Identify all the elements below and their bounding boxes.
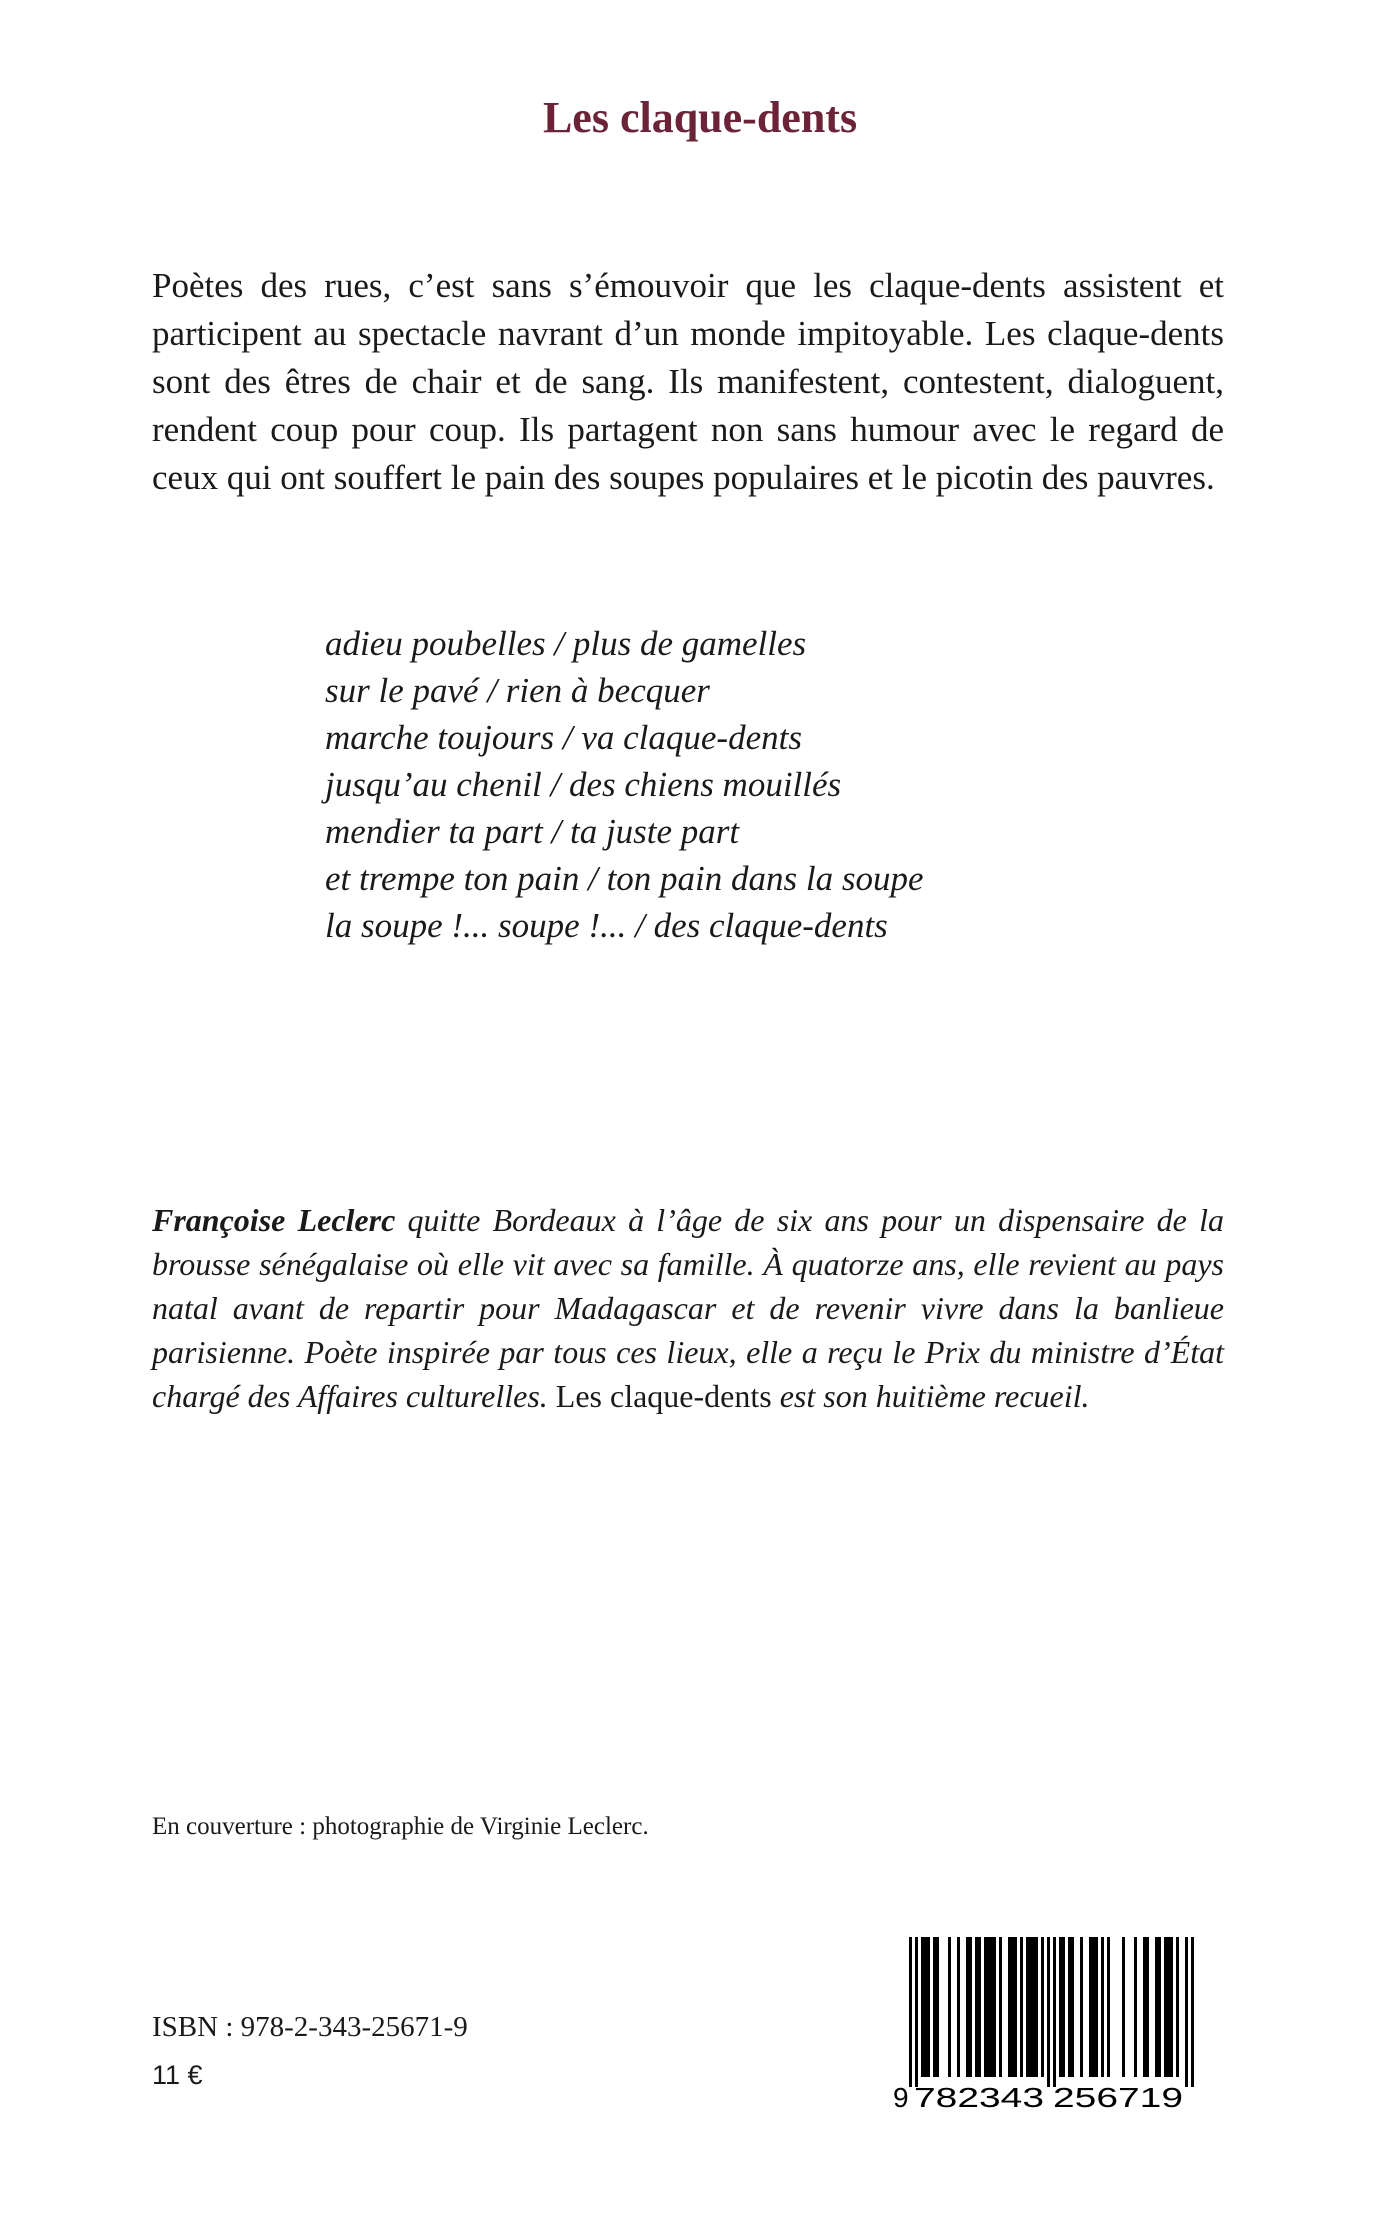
barcode-bar [1176,1937,1179,2077]
barcode-bar [984,1937,987,2077]
barcode-bar [1158,1937,1161,2077]
poem-line: et trempe ton pain / ton pain dans la soupe [325,859,924,898]
barcode-bar [990,1937,993,2077]
barcode-bar [1095,1937,1098,2077]
barcode-guard-bar [1053,1937,1056,2087]
barcode-guard-bar [915,1937,918,2087]
barcode-bar [1155,1937,1158,2077]
barcode-guard-bar [909,1937,912,2087]
cover-credit: En couverture : photographie de Virginie Leclerc. [152,1813,649,1840]
barcode-guard-bar [1185,1937,1188,2087]
barcode-bar [1134,1937,1137,2077]
barcode-bar [1167,1937,1170,2077]
barcode-bar [1008,1937,1011,2077]
poem-line: la soupe !... soupe !... / des claque-dents [325,906,888,945]
author-bio-ending: est son huitième recueil. [771,1378,1090,1414]
barcode-right-digits: 256719 [1053,2082,1183,2112]
poem-line: sur le pavé / rien à becquer [325,671,710,710]
barcode-bar [1089,1937,1092,2077]
barcode-bar [1122,1937,1125,2077]
barcode-bar [999,1937,1002,2077]
barcode-bar [948,1937,951,2077]
poem-line: adieu poubelles / plus de gamelles [325,624,807,663]
barcode-bar [1032,1937,1035,2077]
barcode-bar [1170,1937,1173,2077]
poem-line: jusqu’au chenil / des chiens mouillés [325,765,842,804]
author-bio-text: quitte Bordeaux à l’âge de six ans pour un dispensaire de la brousse sénégalaise où elle vit avec sa famille. À quatorze ans, elle revient au pays natal avant de repartir pour Madagascar et de revenir vivre dans la banlieue parisienne. Poète inspirée par tous ces lieux, elle a reçu le Prix du ministre d’État chargé des Affaires culturelles. [152,1202,1225,1414]
barcode-bar [987,1937,990,2077]
barcode-bar [1164,1937,1167,2077]
book-title: Les claque-dents [542,93,858,142]
barcode-bar [1146,1937,1149,2077]
barcode-bar [1020,1937,1023,2077]
poem-excerpt [325,620,924,949]
barcode-bar [924,1937,927,2077]
barcode-bar [933,1937,936,2077]
barcode-bar [1062,1937,1065,2077]
barcode-bars [909,1937,1194,2087]
barcode-bar [1014,1937,1017,2077]
barcode-bar [1068,1937,1071,2077]
barcode-bar [993,1937,996,2077]
isbn: ISBN : 978-2-343-25671-9 [152,2011,468,2043]
author-bio [152,1198,1224,1418]
barcode-bar [966,1937,969,2077]
barcode-bar [1080,1937,1083,2077]
barcode-bar [978,1937,981,2077]
isbn-barcode [885,1937,1210,2112]
barcode-bar [1071,1937,1074,2077]
barcode-bar [957,1937,960,2077]
poem-line: marche toujours / va claque-dents [325,718,802,757]
poem-line: mendier ta part / ta juste part [325,812,740,851]
barcode-bar [1011,1937,1014,2077]
barcode-bar [936,1937,939,2077]
barcode-bar [1092,1937,1095,2077]
barcode-bar [1101,1937,1104,2077]
barcode-bar [1035,1937,1038,2077]
barcode-bar [975,1937,978,2077]
barcode-bar [921,1937,924,2077]
back-cover-blurb: Poètes des rues, c’est sans s’émouvoir que les claque-dents assistent et participent au spectacle navrant d’un monde impitoyable. Les claque-dents sont des êtres de chair et de sang. Ils manifestent, contestent, dialoguent, rendent coup pour coup. Ils partagent non sans humour avec le regard de ceux qui ont souffert le pain des soupes populaires et le picotin des pauvres. [152,266,1224,497]
barcode-bar [1041,1937,1044,2077]
barcode-bar [1107,1937,1110,2077]
barcode-bar [1026,1937,1029,2077]
barcode-bar [969,1937,972,2077]
barcode-bar [927,1937,930,2077]
barcode-bar [1059,1937,1062,2077]
price: 11 € [152,2060,203,2090]
barcode-bar [1143,1937,1146,2077]
barcode-guard-bar [1191,1937,1194,2087]
bio-book-title: Les claque-dents [547,1378,772,1414]
barcode-first-digit: 9 [893,2082,909,2112]
barcode-bar [1029,1937,1032,2077]
barcode-guard-bar [1047,1937,1050,2087]
author-name: Françoise Leclerc [152,1202,396,1238]
barcode-left-digits: 782343 [914,2082,1044,2112]
